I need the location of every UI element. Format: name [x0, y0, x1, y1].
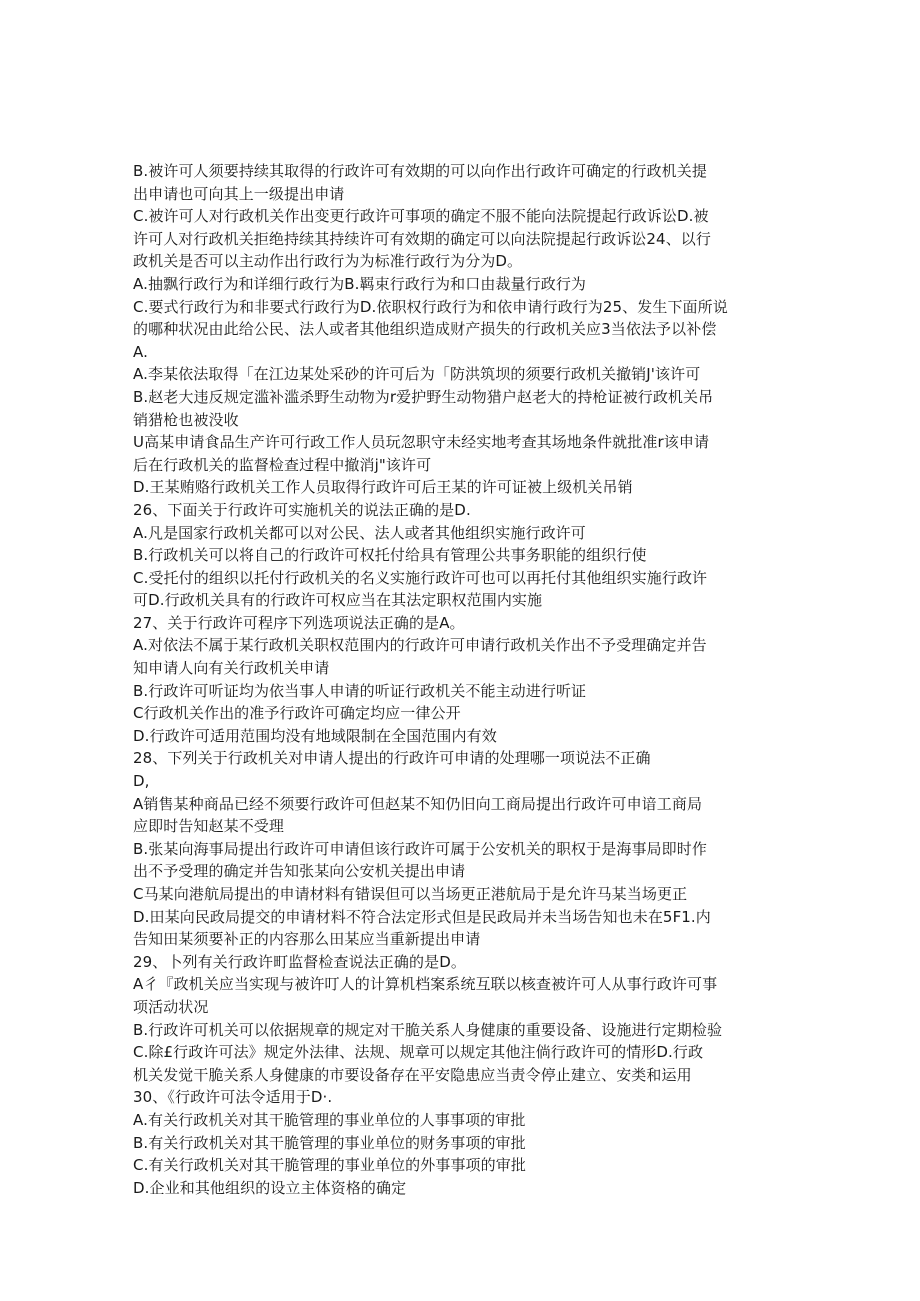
text-line: B.被许可人须要持续其取得的行政许可有效期的可以向作出行政许可确定的行政机关提	[133, 162, 707, 180]
text-line: A彳『政机关应当实现与被许叮人的计算机档案系统互联以核查被许可人从事行政许可事	[133, 975, 718, 994]
text-line: A.凡是国家行政机关都可以对公民、法人或者其他组织实施行政许可	[133, 523, 586, 542]
text-line: C.要式行政行为和非要式行政行为D.依职权行政行为和依申请行政行为25、发生下面所说	[133, 297, 728, 316]
text-line: 可D.行政机关具有的行政许可权应当在其法定职权范围内实施	[133, 591, 543, 610]
text-line: A.	[133, 342, 148, 361]
text-line: 28、下列关于行政机关对申请人提出的行政许可申请的处理哪一项说法不正确	[133, 749, 651, 768]
text-line: 27、关于行政许可程序下列选项说法正确的是A。	[133, 613, 465, 632]
text-line: C行政机关作出的准予行政许可确定均应一律公开	[133, 704, 461, 723]
text-line: 告知田某须要补正的内容那么田某应当重新提出申请	[133, 930, 481, 949]
text-line: B.行政许可机关可以依据规章的规定对干脆关系人身健康的重要设备、设施进行定期检验	[133, 1020, 723, 1039]
text-line: 机关发觉干脆关系人身健康的市要设备存在平安隐患应当责令停止建立、安类和运用	[133, 1065, 692, 1084]
text-line: 项活动状况	[133, 997, 209, 1016]
text-line: C.被许可人对行政机关作出变更行政许可事项的确定不服不能向法院提起行政诉讼D.被	[133, 207, 709, 226]
text-line: C.除£行政许可法》规定外法律、法规、规章可以规定其他注倘行政许可的情形D.行政	[133, 1043, 704, 1062]
text-line: 知申请人向有关行政机关申请	[133, 659, 330, 678]
text-line: B.有关行政机关对其干脆管理的事业单位的财务事项的审批	[133, 1133, 526, 1152]
text-line: 销猎枪也被没收	[133, 410, 239, 429]
text-line: B.行政机关可以将自己的行政许可权托付给具有管理公共事务职能的组织行使	[133, 546, 647, 565]
text-line: D.田某向民政局提交的申请材料不符合法定形式但是民政局并未当场告知也未在5F1.内	[133, 907, 711, 926]
text-line: D.王某贿赂行政机关工作人员取得行政许可后王某的许可证被上级机关吊销	[133, 478, 633, 497]
text-line: C马某向港航局提出的申请材料有错误但可以当场更正港航局于是允许马某当场更正	[133, 885, 688, 903]
text-line: A销售某种商品已经不须要行政许可但赵某不知仍旧向工商局提出行政许可申谙工商局	[133, 794, 703, 813]
text-line: A.有关行政机关对其干脆管理的事业单位的人事事项的审批	[133, 1110, 526, 1129]
text-line: C.有关行政机关对其干脆管理的事业单位的外事事项的审批	[133, 1156, 526, 1175]
document-body	[133, 160, 793, 1199]
text-line: 应即时告知赵某不受理	[133, 817, 285, 836]
text-line: 政机关是否可以主动作出行政行为为标准行政行为分为D。	[133, 252, 523, 271]
text-line: C.受托付的组织以托付行政机关的名义实施行政许可也可以再托付其他组织实施行政许	[133, 568, 708, 587]
text-line: 许可人对行政机关拒绝持续其持续许可有效期的确定可以向法院提起行政诉讼24、以行	[133, 229, 711, 248]
text-line: B.赵老大违反规定滥补滥杀野生动物为r爱护野生动物猎户赵老大的持枪证被行政机关吊	[133, 387, 714, 406]
text-line: A.对依法不属于某行政机关职权范围内的行政许可申请行政机关作出不予受理确定并告	[133, 636, 707, 655]
text-line: 出不予受理的确定并告知张某向公安机关提出申请	[133, 862, 466, 881]
text-line: B.张某向海事局提出行政许可申请但该行政许可属于公安机关的职权于是海事局即时作	[133, 839, 707, 858]
text-line: D.行政许可适用范围均没有地域限制在全国范围内有效	[133, 726, 497, 745]
text-line: 出申请也可向其上一级提出申请	[133, 184, 345, 203]
text-line: U高某申请食品生产许可行政工作人员玩忽职守未经实地考查其场地条件就批准r该申请	[133, 433, 710, 452]
text-line: 26、下面关于行政许可实施机关的说法正确的是D.	[133, 500, 471, 519]
text-line: D,	[133, 772, 150, 791]
text-line: A.抽飘行政行为和详细行政行为B.羁束行政行为和口由裁量行政行为	[133, 274, 587, 293]
text-line: 30、《行政许可法令适用于D·.	[133, 1088, 333, 1107]
text-line: 后在行政机关的监督检查过程中撤消j"该许可	[133, 455, 432, 474]
text-line: 29、卜列有关行政许町监督检查说法正确的是D。	[133, 952, 466, 971]
text-line: B.行政许可听证均为依当事人申请的听证行政机关不能主动进行听证	[133, 681, 587, 700]
text-line: 的哪种状况由此给公民、法人或者其他组织造成财产损失的行政机关应3当依法予以补偿	[133, 320, 717, 339]
text-line: D.企业和其他组织的设立主体资格的确定	[133, 1178, 407, 1197]
text-line: A.李某依法取得「在江边某处采砂的许可后为「防洪筑坝的须要行政机关撤销J'该许可	[133, 365, 701, 384]
